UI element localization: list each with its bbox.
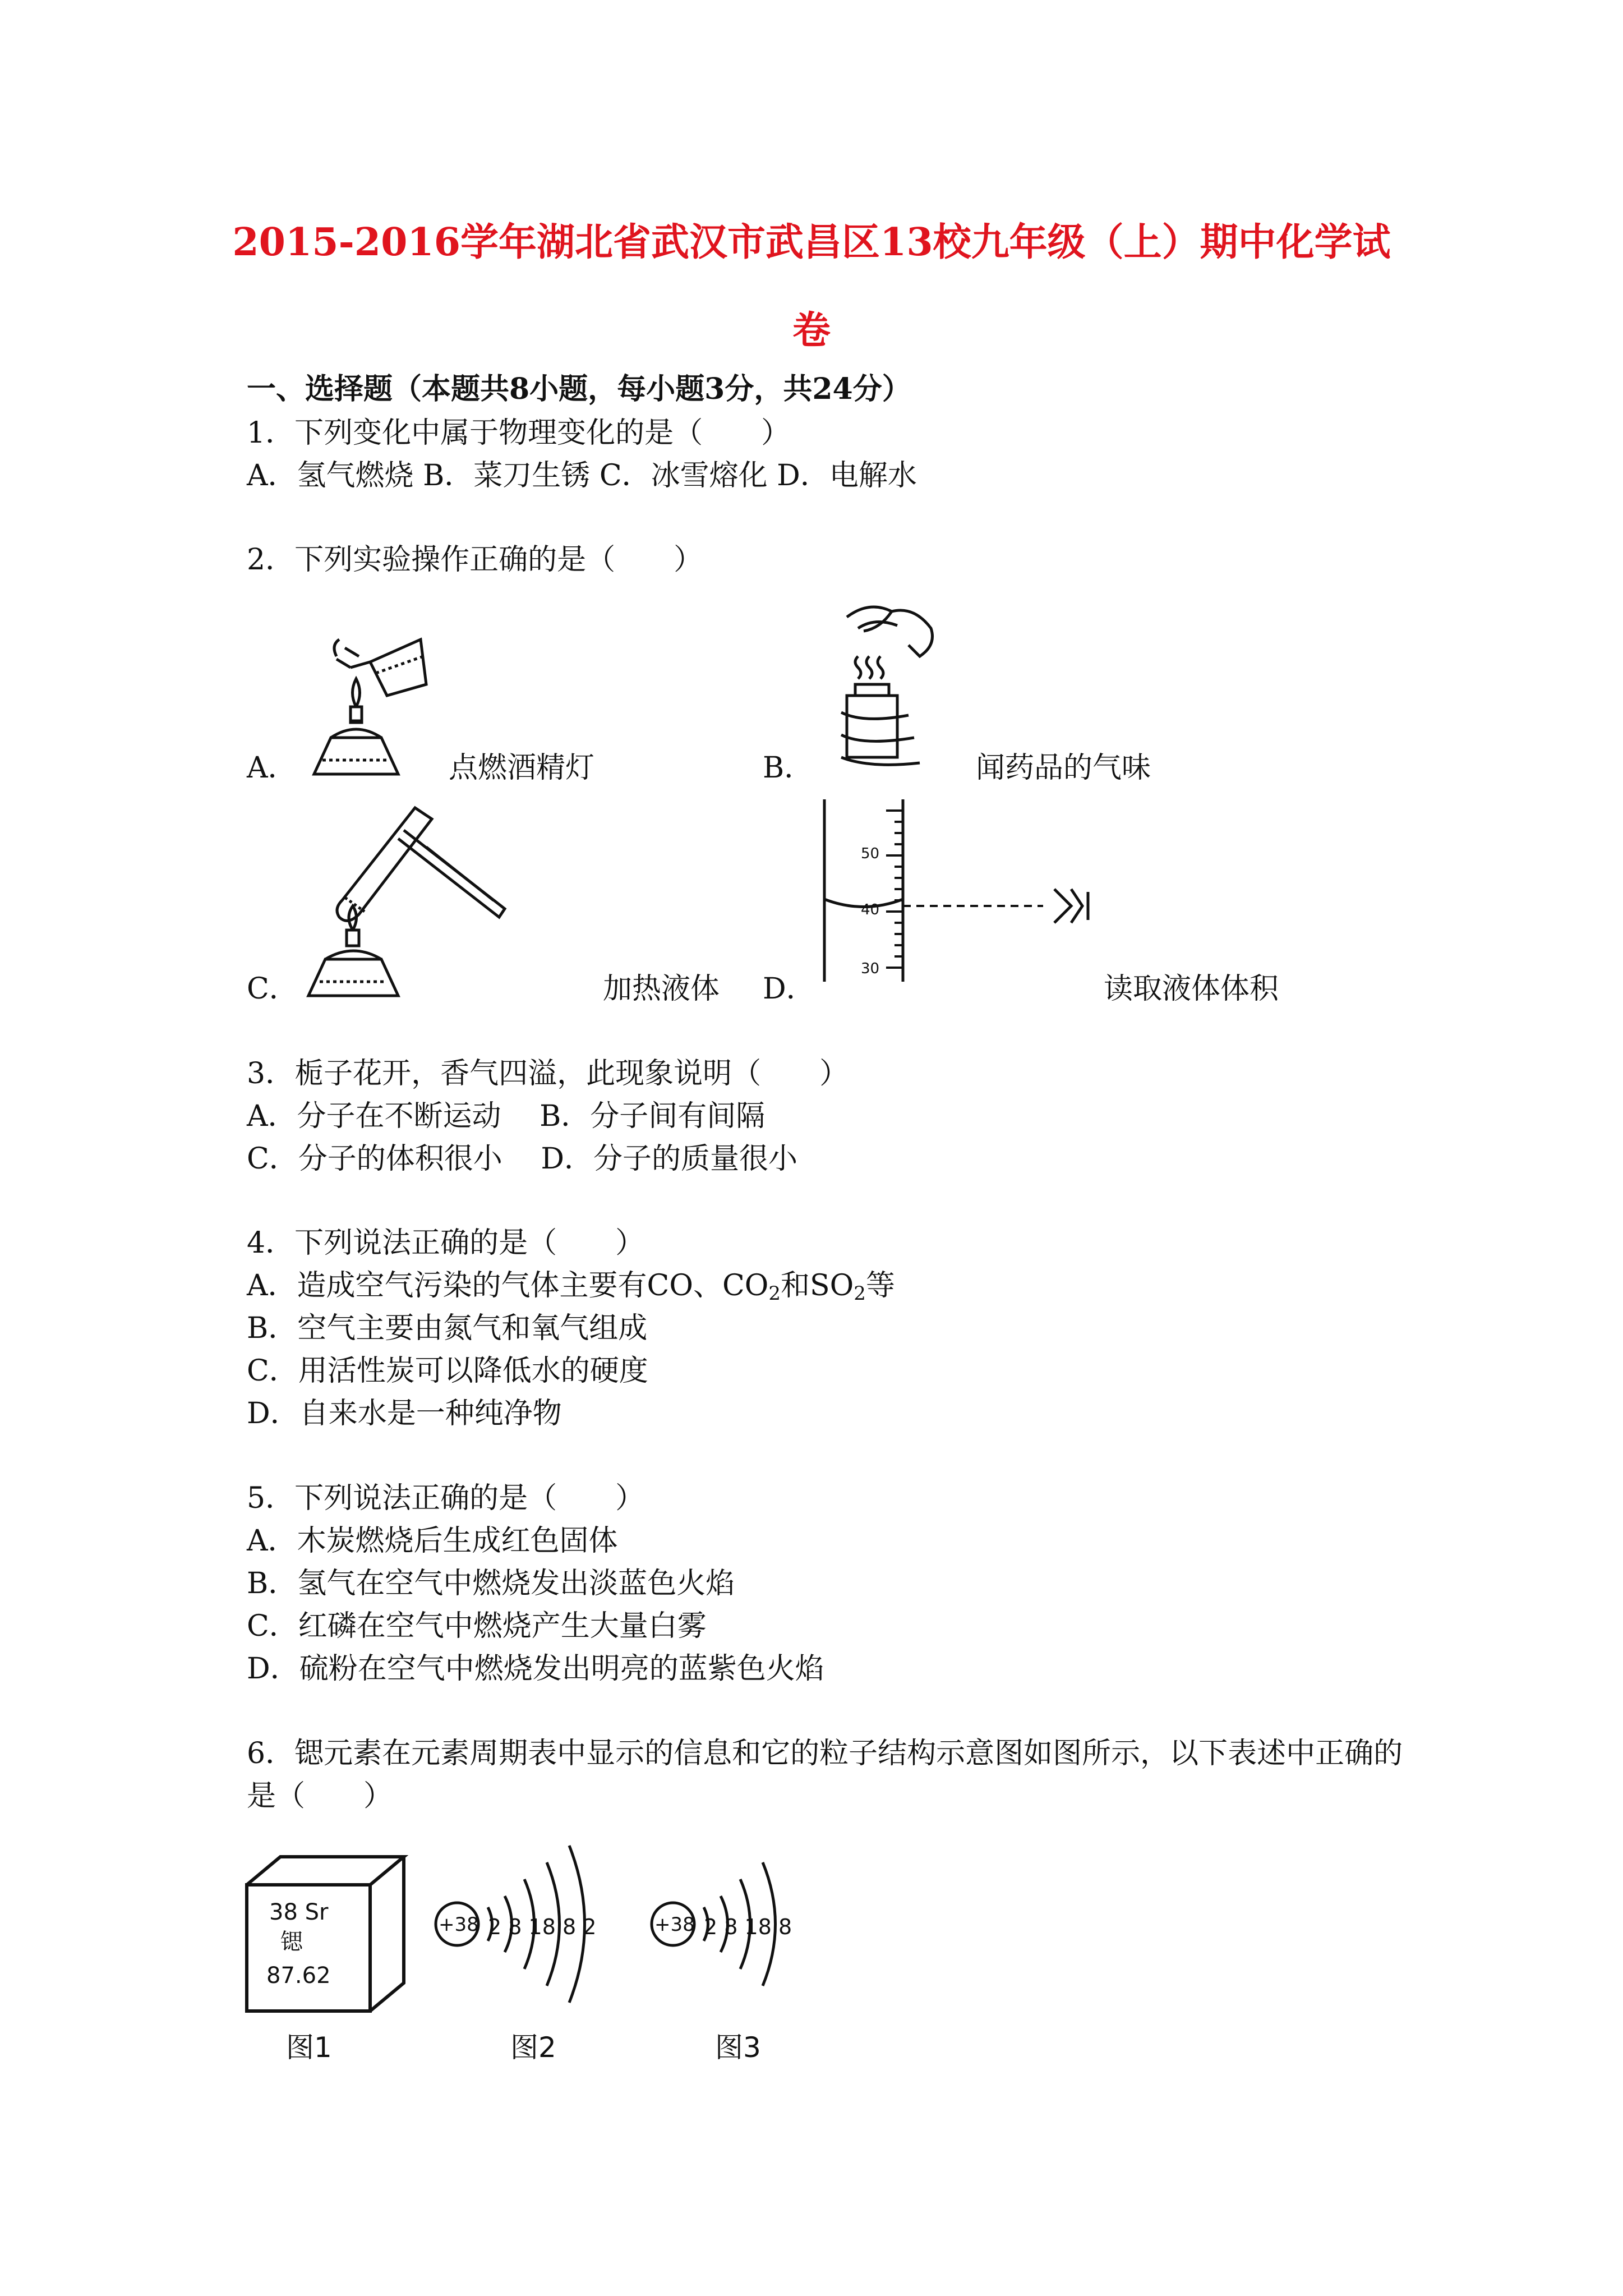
q2-option-a-letter: A． [247, 751, 297, 785]
q3-options-row1: A．分子在不断运动 B．分子间有间隔 [247, 1099, 766, 1133]
q2-option-b-text: 闻药品的气味 [976, 751, 1151, 785]
q4-option-a-mid: 和SO [781, 1269, 854, 1303]
q4-stem: 4．下列说法正确的是（ ） [247, 1226, 645, 1260]
sr-name: 锶 [280, 1929, 303, 1955]
q5-option-c: C．红磷在空气中燃烧产生大量白雾 [247, 1609, 707, 1643]
q2-option-d-letter: D． [763, 972, 815, 1006]
q4-option-c: C．用活性炭可以降低水的硬度 [247, 1354, 648, 1388]
q5-option-b: B．氢气在空气中燃烧发出淡蓝色火焰 [247, 1567, 735, 1600]
fig1-caption: 图1 [286, 2031, 332, 2064]
cylinder-mark-50: 50 [861, 845, 880, 862]
q4-so2-subscript: 2 [854, 1282, 866, 1305]
q2-option-a-text: 点燃酒精灯 [449, 751, 595, 785]
q2-option-c-letter: C． [247, 972, 298, 1006]
q3-stem: 3．栀子花开，香气四溢，此现象说明（ ） [247, 1057, 849, 1091]
fig3-caption: 图3 [715, 2031, 761, 2064]
q4-option-a-post: 等 [865, 1269, 895, 1303]
q1-options: A．氢气燃烧 B．菜刀生锈 C．冰雪熔化 D．电解水 [247, 459, 917, 493]
lamp-lighting-figure [297, 623, 432, 785]
q6-stem-line2: 是（ ） [247, 1779, 393, 1813]
q4-option-b: B．空气主要由氮气和氧气组成 [247, 1312, 648, 1345]
exam-title-line2: 卷 [792, 308, 831, 353]
smell-wafting-figure [824, 595, 959, 780]
cylinder-mark-30: 30 [861, 960, 880, 977]
fig3-nucleus-charge: +38 [654, 1913, 695, 1936]
q2-option-c-text: 加热液体 [603, 972, 720, 1006]
sr-ion-figure [642, 1840, 810, 2008]
heating-liquid-figure [297, 802, 516, 1004]
cylinder-reading-figure [808, 799, 1099, 984]
q4-option-d: D．自来水是一种纯净物 [247, 1397, 562, 1430]
q2-stem: 2．下列实验操作正确的是（ ） [247, 543, 703, 577]
q5-option-d: D．硫粉在空气中燃烧发出明亮的蓝紫色火焰 [247, 1652, 824, 1686]
q4-option-a [247, 1271, 895, 1303]
fig2-nucleus-charge: +38 [439, 1913, 479, 1936]
sr-atom-figure [426, 1834, 611, 2014]
sr-number-symbol: 38 Sr [269, 1899, 329, 1925]
periodic-cell-figure [241, 1851, 409, 2019]
q5-option-a: A．木炭燃烧后生成红色固体 [247, 1524, 618, 1558]
q4-co2-subscript: 2 [768, 1282, 781, 1305]
q2-option-b-letter: B． [763, 751, 814, 785]
q4-option-a-pre: A．造成空气污染的气体主要有CO、CO [247, 1269, 769, 1303]
q2-option-d-text: 读取液体体积 [1104, 972, 1279, 1006]
fig3-electron-shells: 2 8 18 8 [704, 1915, 792, 1939]
cylinder-mark-40: 40 [861, 901, 880, 918]
fig2-caption: 图2 [510, 2031, 556, 2064]
q5-stem: 5．下列说法正确的是（ ） [247, 1481, 645, 1515]
q1-stem: 1．下列变化中属于物理变化的是（ ） [247, 416, 791, 450]
q3-options-row2: C．分子的体积很小 D．分子的质量很小 [247, 1142, 798, 1176]
q6-stem-line1: 6．锶元素在元素周期表中显示的信息和它的粒子结构示意图如图所示，以下表述中正确的 [247, 1737, 1403, 1770]
section-heading: 一、选择题（本题共8小题，每小题3分，共24分） [247, 372, 911, 406]
sr-mass: 87.62 [266, 1963, 331, 1989]
fig2-electron-shells: 2 8 18 8 2 [488, 1915, 597, 1939]
exam-title-line1: 2015-2016学年湖北省武汉市武昌区13校九年级（上）期中化学试 [232, 220, 1391, 265]
